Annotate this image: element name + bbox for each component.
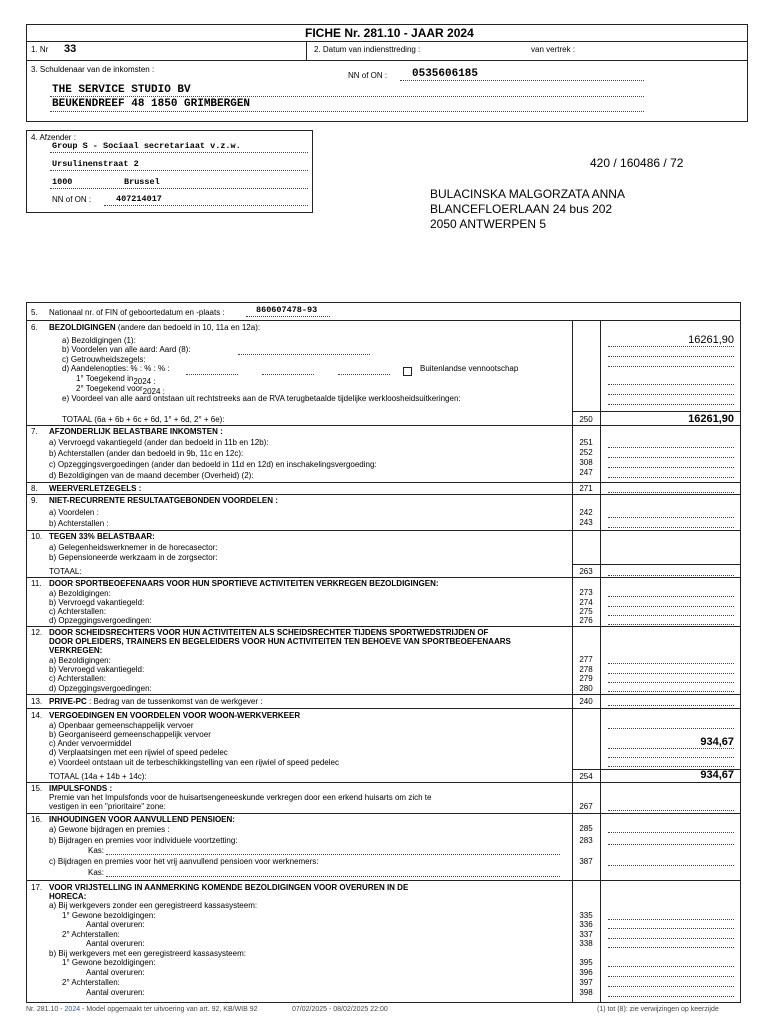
recipient-reference: 420 / 160486 / 72 [590, 156, 684, 170]
section17-b1-hours: Aantal overuren: [86, 968, 145, 977]
row-number: 11. [31, 579, 42, 588]
column-divider [600, 320, 601, 1003]
section14-total-label: TOTAAL (14a + 14b + 14c): [49, 772, 147, 781]
section13-title-bold: PRIVE-PC [49, 697, 87, 706]
dotted-line [608, 986, 734, 987]
section14-e: e) Voordeel ontstaan uit de terbeschikkingstelling van een rijwiel of speed pedelec [49, 758, 339, 767]
code-397: 397 [579, 978, 593, 987]
foreign-company-checkbox[interactable] [403, 367, 412, 376]
divider [26, 60, 748, 61]
section14-c: c) Ander vervoermiddel [49, 739, 132, 748]
debtor-nn-label: NN of ON : [348, 71, 388, 80]
code-387: 387 [579, 857, 593, 866]
section17-title-1: VOOR VRIJSTELLING IN AANMERKING KOMENDE BEZOLDIGINGEN VOOR OVERUREN IN DE [49, 883, 409, 892]
nr-label: 1. Nr [31, 45, 49, 54]
dotted-line [608, 966, 734, 967]
dotted-line [608, 705, 734, 706]
section17-a2: 2° Achterstallen: [62, 930, 120, 939]
section7-title: AFZONDERLIJK BELASTBARE INKOMSTEN : [49, 427, 223, 436]
section17-b2-hours: Aantal overuren: [86, 988, 145, 997]
dotted-line [106, 876, 560, 877]
code-283: 283 [579, 836, 593, 845]
section6-a-value: 16261,90 [688, 334, 734, 346]
footer-model [26, 1006, 258, 1013]
code-337: 337 [579, 930, 593, 939]
sender-name: Group S - Sociaal secretariaat v.z.w. [52, 141, 241, 151]
dotted-line [50, 152, 308, 153]
section12-title-3: VERKREGEN: [49, 646, 103, 655]
dotted-line [246, 316, 330, 317]
sender-postcode: 1000 [52, 177, 73, 187]
section6-a: a) Bezoldigingen (1): [62, 336, 136, 345]
dotted-line [608, 832, 734, 833]
section6-title-rest: (andere dan bedoeld in 10, 11a en 12a): [117, 323, 261, 332]
code-251: 251 [579, 438, 593, 447]
section12-a: a) Bezoldigingen: [49, 656, 111, 665]
recipient-street: BLANCEFLOERLAAN 24 bus 202 [430, 202, 613, 216]
footer-year: 2024 [64, 1006, 81, 1013]
dotted-line [608, 682, 734, 683]
section12-title-1: DOOR SCHEIDSRECHTERS VOOR HUN ACTIVITEITEN ALS SCHEIDSRECHTER TIJDENS SPORTWEDSTRIJDEN OF [49, 628, 489, 637]
row-divider [26, 482, 741, 483]
section17-b2: 2° Achterstallen: [62, 978, 120, 987]
section17-a1: 1° Gewone bezoldigingen: [62, 911, 156, 920]
dotted-line [608, 938, 734, 939]
code-240: 240 [579, 697, 593, 706]
footer-references: (1) tot (8): zie verwijzingen op keerzijde [597, 1006, 719, 1013]
section6-d2-label: 2° Toegekend voor [76, 384, 143, 393]
code-277: 277 [579, 655, 593, 664]
section6-d2-year: 2024 : [142, 387, 165, 396]
dotted-line [608, 394, 734, 395]
start-date-label: 2. Datum van indiensttreding : [314, 45, 421, 54]
dotted-line [608, 810, 734, 811]
dotted-line [608, 457, 734, 458]
row-divider [26, 782, 741, 783]
section6-title [49, 323, 260, 332]
code-285: 285 [579, 824, 593, 833]
section10-total-label: TOTAAL: [49, 567, 82, 576]
section11-c: c) Achterstallen: [49, 607, 106, 616]
company-address: BEUKENDREEF 48 1850 GRIMBERGEN [52, 98, 251, 110]
main-table [26, 302, 741, 1003]
dotted-line [104, 205, 308, 206]
row-number: 15. [31, 784, 43, 793]
natnr-value: 860607478-93 [256, 305, 318, 315]
section16-b: b) Bijdragen en premies voor individuele voortzetting: [49, 836, 238, 845]
divider [26, 41, 748, 42]
section9-title: NIET-RECURRENTE RESULTAATGEBONDEN VOORDELEN : [49, 496, 278, 505]
section6-total-value: 16261,90 [688, 413, 734, 425]
dotted-line [608, 663, 734, 664]
dotted-line [50, 188, 308, 189]
dotted-line [608, 447, 734, 448]
footer-model-b: - Model opgemaakt ter uitvoering van art. 92, KB/WIB 92 [80, 1006, 258, 1013]
dotted-line [400, 80, 644, 81]
section10-b: b) Gepensioneerde werkzaam in de zorgsector: [49, 553, 218, 562]
code-398: 398 [579, 988, 593, 997]
dotted-line [50, 111, 644, 112]
section14-d: d) Verplaatsingen met een rijwiel of speed pedelec [49, 748, 228, 757]
section7-d: d) Bezoldigingen van de maand december (Overheid) (2): [49, 471, 254, 480]
section6-d2 [76, 384, 165, 396]
section6-title-bold: BEZOLDIGINGEN [49, 323, 116, 332]
section6-c: c) Getrouwheidszegels: [62, 355, 146, 364]
row-number: 7. [31, 427, 38, 436]
footer-dates: 07/02/2025 - 08/02/2025 22:00 [292, 1006, 388, 1013]
code-280: 280 [579, 684, 593, 693]
dotted-line [608, 996, 734, 997]
section8-title: WEERVERLETZEGELS : [49, 484, 142, 493]
dotted-line [608, 844, 734, 845]
sender-city: Brussel [124, 177, 160, 187]
section17-a: a) Bij werkgevers zonder een geregistreerd kassasysteem: [49, 901, 258, 910]
dotted-line [608, 691, 734, 692]
row-divider [26, 708, 741, 709]
code-252: 252 [579, 448, 593, 457]
section6-e: e) Voordeel van alle aard ontstaan uit rechtstreeks aan de RVA terugbetaalde tijdelijke werkloosheidsuitkeringen: [62, 394, 461, 403]
dotted-line [50, 96, 644, 97]
subtotal-divider [572, 564, 741, 565]
row-number: 13. [31, 697, 43, 706]
section12-d: d) Opzeggingsvergoedingen: [49, 684, 152, 693]
dotted-line [608, 404, 734, 405]
section13-title [49, 697, 262, 706]
dotted-line [186, 374, 238, 375]
row-divider [26, 425, 741, 426]
section10-a: a) Gelegenheidswerknemer in de horecasector: [49, 543, 218, 552]
code-275: 275 [579, 607, 593, 616]
code-396: 396 [579, 968, 593, 977]
code-247: 247 [579, 468, 593, 477]
section16-title: INHOUDINGEN VOOR AANVULLEND PENSIOEN: [49, 815, 235, 824]
section17-a1-hours: Aantal overuren: [86, 920, 145, 929]
section6-d1-year: 2024 : [133, 377, 156, 386]
dotted-line [608, 757, 734, 758]
dotted-line [608, 346, 734, 347]
dotted-line [608, 477, 734, 478]
section15-line-1: Premie van het Impulsfonds voor de huisartsengeneeskunde verkregen door een erkend huisarts om zich te [49, 793, 432, 802]
end-date-label: van vertrek : [531, 45, 576, 54]
section14-c-value: 934,67 [700, 736, 734, 748]
code-308: 308 [579, 458, 593, 467]
code-335: 335 [579, 911, 593, 920]
row-number: 8. [31, 484, 38, 493]
section9-b: b) Achterstallen : [49, 519, 109, 528]
dotted-line [262, 374, 314, 375]
code-279: 279 [579, 674, 593, 683]
code-254: 254 [579, 772, 593, 781]
sender-nn-label: NN of ON : [52, 195, 92, 204]
dotted-line [238, 354, 370, 355]
section17-title-2: HORECA: [49, 892, 87, 901]
row-divider [26, 813, 741, 814]
row-divider [26, 880, 741, 881]
section11-title: DOOR SPORTBEOEFENAARS VOOR HUN SPORTIEVE ACTIVITEITEN VERKREGEN BEZOLDIGINGEN: [49, 579, 439, 588]
code-273: 273 [579, 588, 593, 597]
dotted-line [608, 748, 734, 749]
section17-a2-hours: Aantal overuren: [86, 939, 145, 948]
dotted-line [608, 919, 734, 920]
debtor-label: 3. Schuldenaar van de inkomsten : [31, 65, 155, 74]
row-divider [26, 694, 741, 695]
code-276: 276 [579, 616, 593, 625]
divider [306, 41, 307, 60]
dotted-line [608, 673, 734, 674]
recipient-name: BULACINSKA MALGORZATA ANNA [430, 187, 625, 201]
section13-title-rest: : Bedrag van de tussenkomst van de werkgever : [89, 697, 263, 706]
row-number: 12. [31, 628, 43, 637]
section12-title-2: DOOR OPLEIDERS, TRAINERS EN BEGELEIDERS VOOR HUN ACTIVITEITEN TEN BEHOEVE VAN SPORTBEOEFENAARS [49, 637, 511, 646]
section14-total-value: 934,67 [700, 769, 734, 781]
row-divider [26, 320, 741, 321]
code-263: 263 [579, 567, 593, 576]
dotted-line [338, 374, 390, 375]
code-274: 274 [579, 598, 593, 607]
dotted-line [608, 492, 734, 493]
nr-value: 33 [64, 43, 77, 55]
section15-title: IMPULSFONDS : [49, 784, 113, 793]
row-number: 9. [31, 496, 38, 505]
section12-c: c) Achterstallen: [49, 674, 106, 683]
section12-b: b) Vervroegd vakantiegeld: [49, 665, 145, 674]
row-divider [26, 626, 741, 627]
dotted-line [608, 615, 734, 616]
code-242: 242 [579, 508, 593, 517]
subtotal-divider [572, 411, 741, 412]
dotted-line [608, 728, 734, 729]
section16-c: c) Bijdragen en premies voor het vrij aanvullend pensioen voor werknemers: [49, 857, 319, 866]
section14-title: VERGOEDINGEN EN VOORDELEN VOOR WOON-WERKVERKEER [49, 711, 301, 720]
section14-a: a) Openbaar gemeenschappelijk vervoer [49, 721, 194, 730]
dotted-line [608, 384, 734, 385]
sender-label: 4. Afzender : [31, 133, 76, 142]
section16-a: a) Gewone bijdragen en premies : [49, 825, 170, 834]
section6-d: d) Aandelenopties: % : % : % : [62, 364, 170, 373]
dotted-line [608, 624, 734, 625]
section7-b: b) Achterstallen (ander dan bedoeld in 9b, 11c en 12c): [49, 449, 244, 458]
row-number: 14. [31, 711, 43, 720]
dotted-line [106, 854, 560, 855]
code-267: 267 [579, 802, 593, 811]
section16-kas-1: Kas: [88, 846, 105, 855]
section11-a: a) Bezoldigingen: [49, 589, 111, 598]
foreign-company-label: Buitenlandse vennootschap [420, 364, 519, 373]
dotted-line [608, 947, 734, 948]
dotted-line [608, 527, 734, 528]
section6-d1 [76, 374, 156, 386]
row-number: 5. [31, 308, 38, 317]
natnr-label: Nationaal nr. of FIN of geboortedatum en -plaats : [49, 308, 225, 317]
section6-total-label: TOTAAL (6a + 6b + 6c + 6d, 1° + 6d, 2° + 6e): [62, 415, 225, 424]
code-278: 278 [579, 665, 593, 674]
section6-d1-label: 1° Toegekend in [76, 374, 134, 383]
section11-d: d) Opzeggingsvergoedingen: [49, 616, 152, 625]
code-336: 336 [579, 920, 593, 929]
row-number: 10. [31, 532, 43, 541]
section15-line-2: vestigen in een "prioritaire" zone: [49, 802, 166, 811]
dotted-line [608, 865, 734, 866]
dotted-line [608, 575, 734, 576]
dotted-line [608, 766, 734, 767]
section16-kas-2: Kas: [88, 868, 105, 877]
section6-total-code: 250 [579, 415, 593, 424]
section11-b: b) Vervroegd vakantiegeld: [49, 598, 145, 607]
recipient-city: 2050 ANTWERPEN 5 [430, 217, 547, 231]
section14-b: b) Georganiseerd gemeenschappelijk vervoer [49, 730, 211, 739]
dotted-line [608, 517, 734, 518]
section10-title: TEGEN 33% BELASTBAAR: [49, 532, 155, 541]
row-number: 6. [31, 323, 38, 332]
footer-model-a: Nr. 281.10 - [26, 1006, 65, 1013]
code-243: 243 [579, 518, 593, 527]
section7-c: c) Opzeggingsvergoedingen (ander dan bedoeld in 11d en 12d) en inschakelingsvergoeding: [49, 460, 377, 469]
row-number: 16. [31, 815, 43, 824]
section17-b1: 1° Gewone bezoldigingen: [62, 958, 156, 967]
dotted-line [608, 467, 734, 468]
dotted-line [608, 928, 734, 929]
section7-a: a) Vervroegd vakantiegeld (ander dan bedoeld in 11b en 12b): [49, 438, 269, 447]
code-395: 395 [579, 958, 593, 967]
sender-street: Ursulinenstraat 2 [52, 159, 139, 169]
dotted-line [608, 366, 734, 367]
dotted-line [608, 596, 734, 597]
section9-a: a) Voordelen : [49, 508, 99, 517]
dotted-line [608, 976, 734, 977]
row-divider [26, 577, 741, 578]
dotted-line [608, 356, 734, 357]
code-338: 338 [579, 939, 593, 948]
row-divider [26, 530, 741, 531]
code-271: 271 [579, 484, 593, 493]
row-divider [26, 494, 741, 495]
company-name: THE SERVICE STUDIO BV [52, 84, 191, 96]
section6-b: b) Voordelen van alle aard: Aard (8): [62, 345, 191, 354]
form-title: FICHE Nr. 281.10 - JAAR 2024 [305, 26, 474, 40]
dotted-line [50, 170, 308, 171]
row-number: 17. [31, 883, 43, 892]
section17-b: b) Bij werkgevers met een geregistreerd kassasysteem: [49, 949, 246, 958]
sender-nn-value: 407214017 [116, 194, 162, 204]
debtor-nn-value: 0535606185 [412, 68, 479, 80]
dotted-line [608, 606, 734, 607]
